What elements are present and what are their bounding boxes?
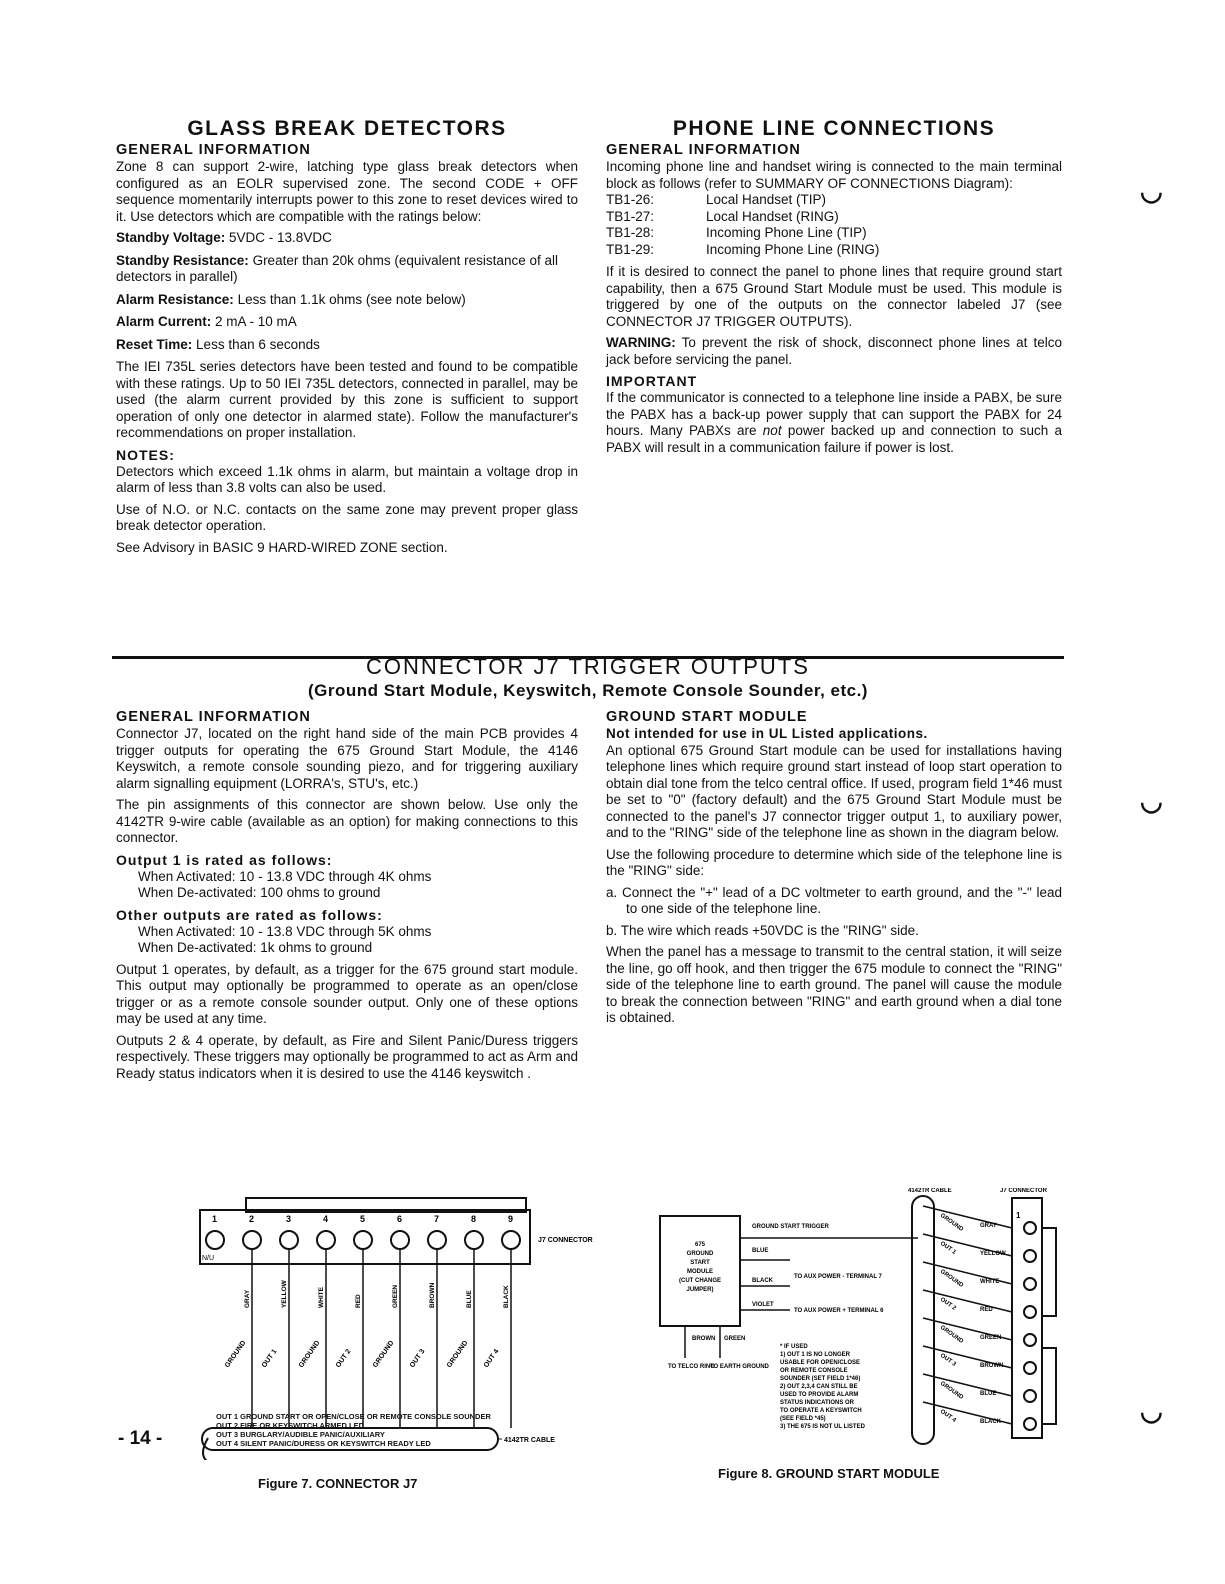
pin-number: 6 [397,1214,403,1224]
j7-connector-label: J7 CONNECTOR [538,1237,593,1244]
spec-alarm-resistance: Alarm Resistance: Less than 1.1k ohms (see note below) [116,291,466,307]
wire-function-label: GROUND [938,1380,965,1401]
wire-color-label: BLUE [980,1391,997,1397]
gs-trigger-label: GROUND START TRIGGER [752,1224,829,1230]
pin-number: 3 [286,1214,292,1224]
legend-out4: OUT 4 SILENT PANIC/DURESS OR KEYSWITCH READY LED [216,1439,431,1448]
wire-color-label: GRAY [980,1223,997,1229]
gsm-not-ul: Not intended for use in UL Listed applications. [606,726,928,741]
note-line: STATUS INDICATIONS OR [780,1400,854,1406]
note-line: TO OPERATE A KEYSWITCH [780,1408,862,1414]
spec-reset-time: Reset Time: Less than 6 seconds [116,336,320,352]
wire-function-label: GROUND [938,1268,965,1289]
nu-label: N/U [202,1255,215,1262]
warning-text: WARNING: To prevent the risk of shock, disconnect phone lines at telco jack before servicing the panel. [606,335,1062,367]
pin-terminal [391,1231,409,1249]
wire-line [923,1374,1012,1396]
blue-label: BLUE [752,1248,769,1254]
gsm-heading: GROUND START MODULE [606,709,808,725]
pin-number: 9 [508,1214,514,1224]
pin-number: 1 [212,1214,218,1224]
note-line: 2) OUT 2,3,4 CAN STILL BE [780,1384,858,1390]
black-label: BLACK [752,1278,773,1284]
j7-subtitle: (Ground Start Module, Keyswitch, Remote Console Sounder, etc.) [308,681,868,700]
j7-terminal [1024,1250,1036,1262]
j7-pins [206,1214,520,1249]
note-line: SOUNDER (SET FIELD 1*46) [780,1376,861,1382]
spec-standby-voltage: Standby Voltage: 5VDC - 13.8VDC [116,230,332,245]
other-activated: When Activated: 10 - 13.8 VDC through 5K ohms [138,923,432,939]
wire-color-label: YELLOW [281,1280,288,1308]
gsm-text-2: Use the following procedure to determine which side of the telephone line is the "RING" side: [606,846,1062,878]
binding-mark-3: ◡ [1140,1396,1163,1426]
wire-function-label: OUT 4 [938,1408,957,1424]
wire-function-label: GROUND [371,1339,396,1370]
pin-number: 1 [1016,1211,1021,1220]
pin-terminal [206,1231,224,1249]
j7-terminal [1024,1418,1036,1430]
fig8-wires [923,1206,1036,1430]
terminal-row: TB1-28: Incoming Phone Line (TIP) [606,225,867,240]
aux-plus-label: TO AUX POWER + TERMINAL 6 [794,1308,884,1314]
wire-function-label: OUT 1 [260,1348,279,1370]
pin-number: 4 [323,1214,329,1224]
module-label-line: JUMPER) [686,1287,714,1293]
terminal-row: TB1-29: Incoming Phone Line (RING) [606,241,880,257]
j7-terminal [1024,1306,1036,1318]
note-2: Use of N.O. or N.C. contacts on the same zone may prevent proper glass break detector operation. [116,501,578,533]
out24-text: Outputs 2 & 4 operate, by default, as Fire and Silent Panic/Duress triggers respectively. These triggers may optionally be programmed to act as Arm and Ready status indicators when it is desired to use the 4146 keyswitch . [116,1032,578,1081]
module-label-line: MODULE [687,1269,713,1275]
wire-color-label: RED [355,1294,362,1308]
pin-number: 7 [434,1214,440,1224]
binding-mark-2: ◡ [1140,786,1163,816]
pin-terminal [465,1231,483,1249]
binding-mark-1: ◡ [1140,176,1163,206]
aux-minus-label: TO AUX POWER - TERMINAL 7 [794,1274,882,1280]
j7-terminal [1024,1362,1036,1374]
out1-text: Output 1 operates, by default, as a trigger for the 675 ground start module. This output may optionally be programmed to operate as an open/close trigger or as a remote console sounder output. Only one of these options may be used at any time. [116,961,578,1026]
j7-title: CONNECTOR J7 TRIGGER OUTPUTS [366,654,810,679]
module-label-line: 675 [694,1242,706,1248]
j7-gi-text: Connector J7, located on the right hand side of the main PCB provides 4 trigger outputs for operating the 675 Ground Start Module, the 4146 Keyswitch, a remote console sounding piezo, and for triggering auxiliary alarm signalling equipment (LORRA's, STU's, etc.) [116,726,578,791]
pin-terminal [354,1231,372,1249]
earth-label: TO EARTH GROUND [710,1364,769,1370]
pin-number: 8 [471,1214,477,1224]
legend-out3: OUT 3 BURGLARY/AUDIBLE PANIC/AUXILIARY [216,1430,385,1439]
pin-number: 2 [249,1214,255,1224]
important-heading: IMPORTANT [606,373,698,389]
j7-terminal [1024,1222,1036,1234]
note-line: 3) THE 675 IS NOT UL LISTED [780,1424,865,1430]
wire-color-label: GRAY [244,1289,251,1308]
spec-standby-resistance: Standby Resistance: Greater than 20k ohms (equivalent resistance of all detectors in parallel) [116,252,558,284]
brown-label: BROWN [692,1336,716,1342]
legend-out2: OUT 2 FIRE OR KEYSWITCH ARMED LED [216,1421,365,1430]
wire-color-label: WHITE [980,1279,1000,1285]
wire-function-label: OUT 3 [408,1348,427,1370]
cable-label: 4142TR CABLE [504,1437,555,1444]
pin-terminal [317,1231,335,1249]
module-label [679,1242,721,1293]
note-3: See Advisory in BASIC 9 HARD-WIRED ZONE section. [116,539,448,555]
important-text: If the communicator is connected to a telephone line inside a PABX, be sure the PABX has a back-up power supply that can support the PABX for 24 hours. Many PABXs are not power backed up and connection to such a PABX will result in a communication failure if power is lost. [606,390,1062,455]
j7-gi-heading: GENERAL INFORMATION [116,709,311,725]
gsm-step-b: b. The wire which reads +50VDC is the "RING" side. [606,922,919,938]
note-1: Detectors which exceed 1.1k ohms in alarm, but maintain a voltage drop in alarm of less than 3.8 volts can also be used. [116,463,578,495]
wire-function-label: GROUND [938,1324,965,1345]
wire-function-label: GROUND [223,1339,248,1370]
glass-break-title: GLASS BREAK DETECTORS [187,117,507,140]
figure-7-legend [216,1412,491,1448]
iei-text: The IEI 735L series detectors have been tested and found to be compatible with these ratings. Up to 50 IEI 735L detectors, connected in parallel, may be used (the alarm current provided by this zone is sufficient to support operation of only one detector in alarmed state). Follow the manufacturer's recommendations on proper installation. [116,359,578,440]
j7-terminal [1024,1334,1036,1346]
figure-7-caption: Figure 7. CONNECTOR J7 [258,1476,418,1491]
wire-color-label: BLACK [503,1285,510,1308]
out1-deactivated: When De-activated: 100 ohms to ground [138,885,381,900]
note-line: * IF USED [780,1344,808,1350]
wire-function-label: OUT 2 [938,1296,957,1312]
wire-color-label: BROWN [980,1363,1004,1369]
wire-color-label: BLACK [980,1419,1001,1425]
wire-color-label: YELLOW [980,1251,1006,1257]
wire-function-label: GROUND [297,1339,322,1370]
j7-title-block [112,654,1064,702]
j7-section [116,709,578,1087]
fig8-j7-label: J7 CONNECTOR [1000,1188,1047,1194]
pin-number: 5 [360,1214,366,1224]
j7-terminal [1024,1390,1036,1402]
pin-terminal [428,1231,446,1249]
phone-line-section [606,116,1062,461]
ground-start-text: If it is desired to connect the panel to phone lines that require ground start capability, then a 675 Ground Start Module must be used. This module is triggered by one of the outputs on the connector labeled J7 (see CONNECTOR J7 TRIGGER OUTPUTS). [606,264,1062,329]
legend-out1: OUT 1 GROUND START OR OPEN/CLOSE OR REMOTE CONSOLE SOUNDER [216,1412,491,1421]
wire-function-label: OUT 3 [938,1352,957,1368]
wire-line [923,1290,1012,1312]
j7-terminal [1024,1278,1036,1290]
phone-gi-text: Incoming phone line and handset wiring is connected to the main terminal block as follows (refer to SUMMARY OF CONNECTIONS Diagram): [606,159,1062,191]
ground-start-section [606,709,1062,1032]
figure-8-ground-start-diagram [640,1188,1090,1450]
terminal-row: TB1-26: Local Handset (TIP) [606,192,827,207]
note-line: 1) OUT 1 IS NO LONGER [780,1352,851,1358]
wire-line [923,1206,1012,1228]
wire-color-label: GREEN [980,1335,1002,1341]
fig8-cable-label: 4142TR CABLE [908,1188,952,1194]
out1-rating-heading: Output 1 is rated as follows: [116,851,333,868]
wire-function-label: GROUND [938,1212,965,1233]
pin-terminal [502,1231,520,1249]
other-rating-heading: Other outputs are rated as follows: [116,906,383,923]
figure-8-notes [780,1344,866,1430]
j7-pin-text: The pin assignments of this connector are shown below. Use only the 4142TR 9-wire cable (available as an option) for making connections to this connector. [116,797,578,845]
page-number: - 14 - [118,1428,163,1449]
cable-wires [224,1249,511,1428]
glass-gi-heading: GENERAL INFORMATION [116,142,311,158]
gsm-step-a: a. Connect the "+" lead of a DC voltmeter to earth ground, and the "-" lead to one side of the telephone line. [606,884,1062,916]
wire-color-label: BLUE [466,1290,473,1308]
figure-8-caption: Figure 8. GROUND START MODULE [718,1466,940,1481]
wire-color-label: BROWN [429,1282,436,1308]
wire-function-label: OUT 1 [938,1240,957,1256]
notes-heading: NOTES: [116,446,175,463]
spec-alarm-current: Alarm Current: 2 mA - 10 mA [116,314,297,329]
phone-line-title: PHONE LINE CONNECTIONS [672,117,996,140]
module-label-line: GROUND [686,1251,714,1257]
wire-function-label: OUT 2 [334,1348,353,1370]
terminal-row: TB1-27: Local Handset (RING) [606,208,839,224]
note-line: USED TO PROVIDE ALARM [780,1392,859,1398]
other-deactivated: When De-activated: 1k ohms to ground [138,940,373,955]
wire-color-label: GREEN [392,1284,399,1308]
pin-terminal [243,1231,261,1249]
module-label-line: (CUT CHANGE [679,1278,721,1284]
phone-gi-heading: GENERAL INFORMATION [606,142,801,158]
green-label: GREEN [724,1336,746,1342]
note-line: (SEE FIELD *45) [780,1416,826,1422]
gsm-text-3: When the panel has a message to transmit to the central station, it will seize the line, go off hook, and then trigger the 675 module to connect the "RING" side of the telephone line to earth ground. The panel will cause the module to break the connection between "RING" and earth ground when a dial tone is obtained. [606,944,1062,1025]
pin-terminal [280,1231,298,1249]
note-line: USABLE FOR OPEN/CLOSE [780,1360,861,1366]
telco-label: TO TELCO RING [668,1364,715,1370]
wire-color-label: RED [980,1307,993,1313]
glass-gi-text: Zone 8 can support 2-wire, latching type glass break detectors when configured as an EOLR supervised zone. The second CODE + OFF sequence momentarily interrupts power to this zone to reset devices wired to it. Use detectors which are compatible with the ratings below: [116,159,578,224]
note-line: OR REMOTE CONSOLE [780,1368,848,1374]
glass-break-section [116,116,578,561]
wire-function-label: GROUND [445,1339,470,1370]
wire-color-label: WHITE [318,1287,325,1308]
wire-function-label: OUT 4 [482,1348,501,1370]
module-label-line: START [690,1260,710,1266]
violet-label: VIOLET [752,1302,774,1308]
out1-activated: When Activated: 10 - 13.8 VDC through 4K ohms [138,868,432,884]
gsm-text-1: An optional 675 Ground Start module can be used for installations having telephone lines which require ground start instead of loop start operation to obtain dial tone from the telco central office. If used, program field 1*46 must be set to "0" (factory default) and the 675 Ground Start Module must be connected to the panel's J7 connector trigger output 1, to auxiliary power, and to the "RING" side of the telephone line as shown in the diagram below. [606,742,1063,840]
